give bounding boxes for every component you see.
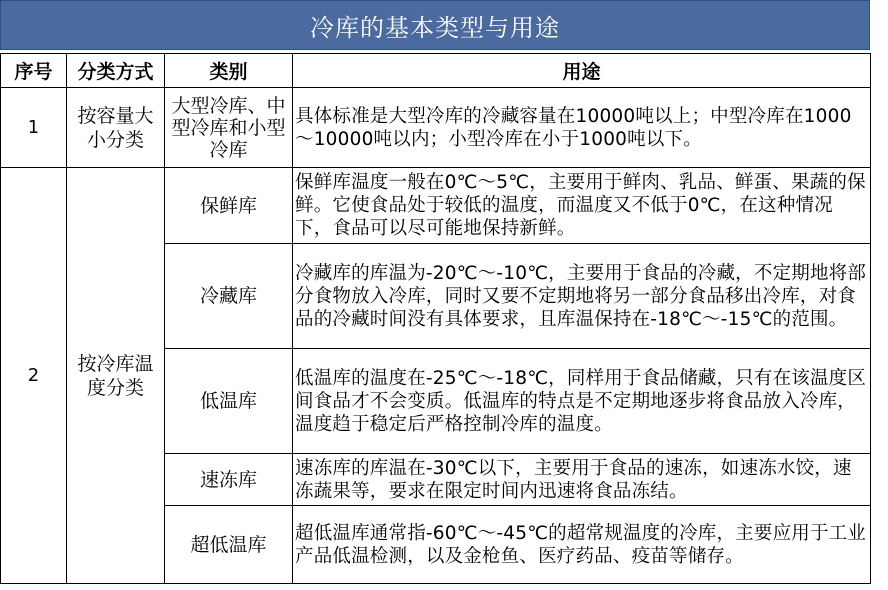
category-name: 保鲜库 (165, 168, 293, 244)
cold-storage-table (0, 53, 871, 584)
classification-method: 按冷库温度分类 (67, 168, 165, 584)
header-category: 类别 (165, 54, 293, 88)
category-name: 低温库 (165, 349, 293, 454)
category-use: 超低温库通常指-60℃～-45℃的超常规温度的冷库，主要应用于工业产品低温检测，以及金枪鱼、医疗药品、疫苗等储存。 (293, 506, 871, 584)
header-method: 分类方式 (67, 54, 165, 88)
row-index: 2 (1, 168, 67, 584)
category-use: 具体标准是大型冷库的冷藏容量在10000吨以上；中型冷库在1000～10000吨以内；小型冷库在小于1000吨以下。 (293, 88, 871, 168)
header-use: 用途 (293, 54, 871, 88)
category-name: 速冻库 (165, 454, 293, 506)
category-use: 速冻库的库温在-30℃以下，主要用于食品的速冻，如速冻水饺，速冻蔬果等，要求在限定时间内迅速将食品冻结。 (293, 454, 871, 506)
table-title: 冷库的基本类型与用途 (0, 0, 870, 50)
category-use: 冷藏库的库温为-20℃～-10℃，主要用于食品的冷藏，不定期地将部分食物放入冷库，同时又要不定期地将另一部分食品移出冷库，对食品的冷藏时间没有具体要求，且库温保持在-18℃～-15℃的范围。 (293, 244, 871, 349)
category-name: 大型冷库、中型冷库和小型冷库 (165, 88, 293, 168)
header-index: 序号 (1, 54, 67, 88)
header-row (1, 54, 871, 88)
category-name: 超低温库 (165, 506, 293, 584)
table-row (1, 88, 871, 168)
table-row (1, 168, 871, 244)
category-name: 冷藏库 (165, 244, 293, 349)
row-index: 1 (1, 88, 67, 168)
classification-method: 按容量大小分类 (67, 88, 165, 168)
category-use: 保鲜库温度一般在0℃～5℃，主要用于鲜肉、乳品、鲜蛋、果蔬的保鲜。它使食品处于较低的温度，而温度又不低于0℃，在这种情况下，食品可以尽可能地保持新鲜。 (293, 168, 871, 244)
category-use: 低温库的温度在-25℃～-18℃，同样用于食品储藏，只有在该温度区间食品才不会变质。低温库的特点是不定期地逐步将食品放入冷库，温度趋于稳定后严格控制冷库的温度。 (293, 349, 871, 454)
